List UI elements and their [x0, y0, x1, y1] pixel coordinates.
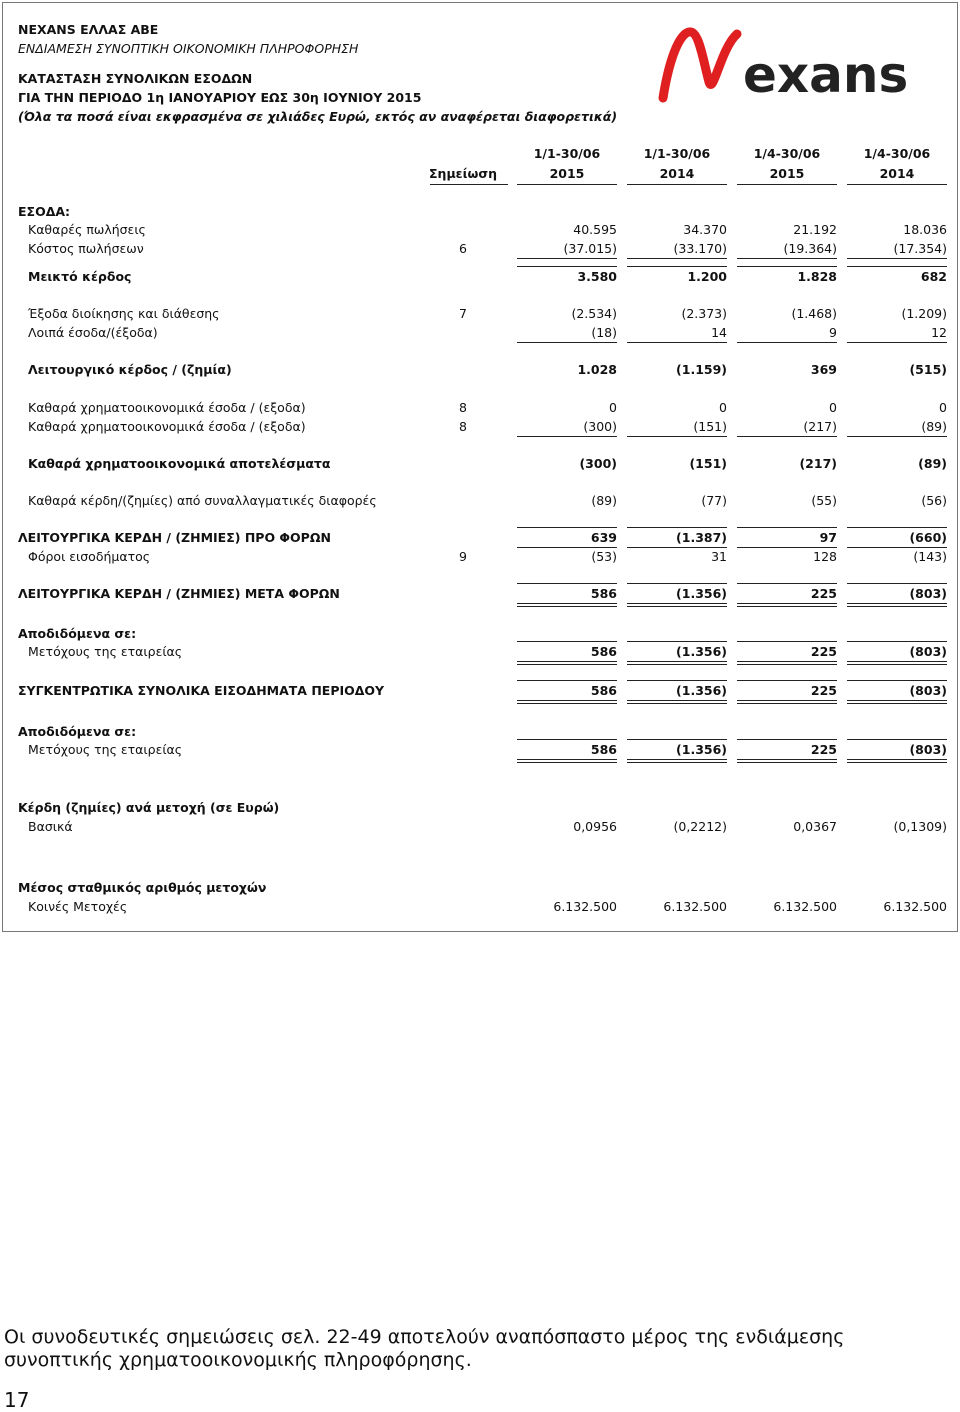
row-note-ref: 6 — [459, 241, 467, 256]
row-value: (803) — [909, 644, 947, 659]
single-underline — [847, 258, 947, 259]
nexans-logo — [655, 20, 925, 110]
row-value: 586 — [590, 586, 617, 601]
double-underline — [517, 700, 617, 704]
total-top-rule — [627, 680, 727, 681]
row-value: 1.200 — [687, 269, 727, 284]
row-value: (1.468) — [791, 306, 837, 321]
row-value: (89) — [918, 456, 947, 471]
row-label: Μεικτό κέρδος — [28, 269, 132, 284]
row-label: ΛΕΙΤΟΥΡΓΙΚΑ ΚΕΡΔΗ / (ΖΗΜΙΕΣ) ΜΕΤΑ ΦΟΡΩΝ — [18, 586, 340, 601]
row-value: 12 — [931, 325, 947, 340]
row-value: 225 — [810, 586, 837, 601]
row-value: 225 — [810, 644, 837, 659]
double-underline — [737, 700, 837, 704]
double-underline — [627, 700, 727, 704]
total-top-rule — [627, 739, 727, 740]
row-value: 0 — [609, 400, 617, 415]
row-value: (89) — [921, 419, 947, 434]
row-value: (56) — [921, 493, 947, 508]
header-rule — [517, 184, 617, 185]
row-value: (17.354) — [893, 241, 947, 256]
row-value: (1.387) — [676, 530, 727, 545]
single-underline — [517, 436, 617, 437]
single-underline — [847, 436, 947, 437]
col3-year: 2015 — [769, 166, 805, 181]
statement-row — [0, 400, 956, 418]
statement-title: ΚΑΤΑΣΤΑΣΗ ΣΥΝΟΛΙΚΩΝ ΕΣΟΔΩΝ — [18, 71, 253, 86]
statement-row — [0, 683, 956, 701]
row-value: (151) — [693, 419, 727, 434]
double-underline — [847, 700, 947, 704]
single-underline — [517, 342, 617, 343]
header-rule — [430, 184, 508, 185]
total-top-rule — [517, 266, 617, 267]
row-value: (217) — [803, 419, 837, 434]
row-value: (803) — [909, 683, 947, 698]
single-underline — [517, 547, 617, 548]
row-label: Καθαρές πωλήσεις — [28, 222, 146, 237]
statement-row — [0, 530, 956, 548]
single-underline — [847, 342, 947, 343]
total-top-rule — [737, 739, 837, 740]
single-underline — [627, 342, 727, 343]
row-value: (19.364) — [783, 241, 837, 256]
row-value: (2.534) — [571, 306, 617, 321]
row-label: Κέρδη (ζημίες) ανά μετοχή (σε Ευρώ) — [18, 800, 280, 815]
row-value: (300) — [579, 456, 617, 471]
row-value: (89) — [591, 493, 617, 508]
row-value: (0,1309) — [893, 819, 947, 834]
row-value: 0 — [719, 400, 727, 415]
total-top-rule — [737, 641, 837, 642]
row-value: 6.132.500 — [773, 899, 837, 914]
total-top-rule — [847, 266, 947, 267]
total-top-rule — [737, 527, 837, 528]
statement-row — [0, 742, 956, 760]
statement-row — [0, 549, 956, 567]
statement-row — [0, 899, 956, 917]
row-label: Καθαρά χρηματοοικονομικά έσοδα / (εξοδα) — [28, 400, 306, 415]
col2-year: 2014 — [659, 166, 695, 181]
row-note-ref: 9 — [459, 549, 467, 564]
report-subtitle: ΕΝΔΙΑΜΕΣΗ ΣΥΝΟΠΤΙΚΗ ΟΙΚΟΝΟΜΙΚΗ ΠΛΗΡΟΦΟΡΗΣΗ — [18, 41, 359, 56]
row-value: (1.209) — [901, 306, 947, 321]
single-underline — [627, 258, 727, 259]
statement-row — [0, 493, 956, 511]
amounts-note: (Όλα τα ποσά είναι εκφρασμένα σε χιλιάδες Ευρώ, εκτός αν αναφέρεται διαφορετικά) — [18, 109, 618, 124]
row-value: (151) — [689, 456, 727, 471]
row-value: (217) — [799, 456, 837, 471]
total-top-rule — [847, 739, 947, 740]
row-value: 0,0367 — [793, 819, 837, 834]
row-value: (55) — [811, 493, 837, 508]
row-value: (1.356) — [676, 742, 727, 757]
total-top-rule — [627, 266, 727, 267]
single-underline — [627, 547, 727, 548]
total-top-rule — [737, 583, 837, 584]
row-value: 369 — [810, 362, 837, 377]
row-value: 18.036 — [903, 222, 947, 237]
row-value: 682 — [920, 269, 947, 284]
note-column-header: Σημείωση — [429, 166, 497, 181]
col2-period: 1/1-30/06 — [643, 146, 711, 161]
statement-row — [0, 306, 956, 324]
double-underline — [627, 759, 727, 763]
row-value: 586 — [590, 644, 617, 659]
double-underline — [737, 603, 837, 607]
total-top-rule — [517, 739, 617, 740]
total-top-rule — [847, 583, 947, 584]
single-underline — [737, 436, 837, 437]
row-value: (37.015) — [563, 241, 617, 256]
row-value: (1.159) — [676, 362, 727, 377]
row-value: 97 — [819, 530, 837, 545]
row-value: (0,2212) — [673, 819, 727, 834]
row-value: (660) — [909, 530, 947, 545]
row-value: 9 — [829, 325, 837, 340]
double-underline — [517, 603, 617, 607]
row-label: Καθαρά κέρδη/(ζημίες) από συναλλαγματικές διαφορές — [28, 493, 377, 508]
logo-swoosh-icon — [663, 32, 737, 98]
row-value: 586 — [590, 683, 617, 698]
company-name: NEXANS ΕΛΛΑΣ ΑΒΕ — [18, 22, 159, 37]
single-underline — [627, 436, 727, 437]
row-value: 0 — [829, 400, 837, 415]
single-underline — [847, 547, 947, 548]
row-label: Καθαρά χρηματοοικονομικά αποτελέσματα — [28, 456, 331, 471]
row-value: 639 — [590, 530, 617, 545]
period-title: ΓΙΑ ΤΗΝ ΠΕΡΙΟΔΟ 1η ΙΑΝΟΥΑΡΙΟΥ ΕΩΣ 30η ΙΟΥΝΙΟΥ 2015 — [18, 90, 422, 105]
row-value: (53) — [591, 549, 617, 564]
row-value: (143) — [913, 549, 947, 564]
row-value: 6.132.500 — [663, 899, 727, 914]
row-value: 6.132.500 — [883, 899, 947, 914]
row-value: (1.356) — [676, 586, 727, 601]
statement-row — [0, 819, 956, 837]
col1-year: 2015 — [549, 166, 585, 181]
row-label: ΣΥΓΚΕΝΤΡΩΤΙΚΑ ΣΥΝΟΛΙΚΑ ΕΙΣΟΔΗΜΑΤΑ ΠΕΡΙΟΔΟΥ — [18, 683, 385, 698]
statement-row — [0, 419, 956, 437]
row-value: (515) — [909, 362, 947, 377]
double-underline — [847, 603, 947, 607]
total-top-rule — [517, 680, 617, 681]
row-value: (77) — [701, 493, 727, 508]
statement-row — [0, 644, 956, 662]
row-value: 40.595 — [573, 222, 617, 237]
row-label: Κοινές Μετοχές — [28, 899, 128, 914]
single-underline — [737, 342, 837, 343]
total-top-rule — [627, 641, 727, 642]
statement-row — [0, 800, 956, 818]
row-value: 21.192 — [793, 222, 837, 237]
row-value: 225 — [810, 742, 837, 757]
row-value: (300) — [583, 419, 617, 434]
double-underline — [517, 759, 617, 763]
col4-year: 2014 — [879, 166, 915, 181]
double-underline — [847, 661, 947, 665]
row-note-ref: 8 — [459, 400, 467, 415]
statement-row — [0, 880, 956, 898]
row-value: 1.828 — [797, 269, 837, 284]
statement-row — [0, 325, 956, 343]
row-label: Μετόχους της εταιρείας — [28, 644, 183, 659]
col3-period: 1/4-30/06 — [753, 146, 821, 161]
total-top-rule — [737, 266, 837, 267]
double-underline — [847, 759, 947, 763]
row-label: Μέσος σταθμικός αριθμός μετοχών — [18, 880, 267, 895]
row-label: Αποδιδόμενα σε: — [18, 724, 137, 739]
single-underline — [517, 258, 617, 259]
double-underline — [737, 661, 837, 665]
row-value: (2.373) — [681, 306, 727, 321]
page-number: 17 — [4, 1388, 30, 1412]
col4-period: 1/4-30/06 — [863, 146, 931, 161]
double-underline — [627, 661, 727, 665]
row-label: Λειτουργικό κέρδος / (ζημία) — [28, 362, 232, 377]
total-top-rule — [627, 583, 727, 584]
row-value: 1.028 — [577, 362, 617, 377]
statement-row — [0, 362, 956, 380]
header-rule — [737, 184, 837, 185]
single-underline — [737, 547, 837, 548]
row-value: (18) — [591, 325, 617, 340]
row-value: (803) — [909, 586, 947, 601]
footer-note: Οι συνοδευτικές σημειώσεις σελ. 22-49 αποτελούν αναπόσπαστο μέρος της ενδιάμεσης συνοπτικής χρηματοοικονομικής πληροφόρησης. — [4, 1326, 845, 1371]
row-value: 31 — [711, 549, 727, 564]
double-underline — [627, 603, 727, 607]
row-label: ΕΣΟΔΑ: — [18, 204, 71, 219]
row-value: 0,0956 — [573, 819, 617, 834]
logo-wordmark: exans — [743, 46, 909, 104]
double-underline — [517, 661, 617, 665]
total-top-rule — [517, 641, 617, 642]
single-underline — [737, 258, 837, 259]
row-value: 128 — [813, 549, 837, 564]
header-rule — [627, 184, 727, 185]
statement-row — [0, 241, 956, 259]
header-rule — [847, 184, 947, 185]
col1-period: 1/1-30/06 — [533, 146, 601, 161]
row-note-ref: 7 — [459, 306, 467, 321]
row-value: 0 — [939, 400, 947, 415]
row-value: 34.370 — [683, 222, 727, 237]
row-label: Φόροι εισοδήματος — [28, 549, 151, 564]
statement-row — [0, 586, 956, 604]
row-value: 14 — [711, 325, 727, 340]
row-value: (803) — [909, 742, 947, 757]
total-top-rule — [517, 583, 617, 584]
total-top-rule — [847, 680, 947, 681]
row-value: 6.132.500 — [553, 899, 617, 914]
statement-row — [0, 204, 956, 222]
row-label: Λοιπά έσοδα/(έξοδα) — [28, 325, 158, 340]
row-value: (1.356) — [676, 683, 727, 698]
row-label: Καθαρά χρηματοοικονομικά έσοδα / (εξοδα) — [28, 419, 306, 434]
row-label: Έξοδα διοίκησης και διάθεσης — [28, 306, 220, 321]
row-value: (33.170) — [673, 241, 727, 256]
double-underline — [737, 759, 837, 763]
row-value: (1.356) — [676, 644, 727, 659]
statement-row — [0, 456, 956, 474]
row-label: Μετόχους της εταιρείας — [28, 742, 183, 757]
total-top-rule — [627, 527, 727, 528]
total-top-rule — [847, 527, 947, 528]
total-top-rule — [517, 527, 617, 528]
row-label: Βασικά — [28, 819, 73, 834]
total-top-rule — [847, 641, 947, 642]
row-label: Κόστος πωλήσεων — [28, 241, 144, 256]
statement-row — [0, 222, 956, 240]
row-value: 586 — [590, 742, 617, 757]
row-value: 225 — [810, 683, 837, 698]
row-note-ref: 8 — [459, 419, 467, 434]
statement-row — [0, 269, 956, 287]
total-top-rule — [737, 680, 837, 681]
row-label: Αποδιδόμενα σε: — [18, 626, 137, 641]
row-value: 3.580 — [577, 269, 617, 284]
row-label: ΛΕΙΤΟΥΡΓΙΚΑ ΚΕΡΔΗ / (ΖΗΜΙΕΣ) ΠΡΟ ΦΟΡΩΝ — [18, 530, 331, 545]
